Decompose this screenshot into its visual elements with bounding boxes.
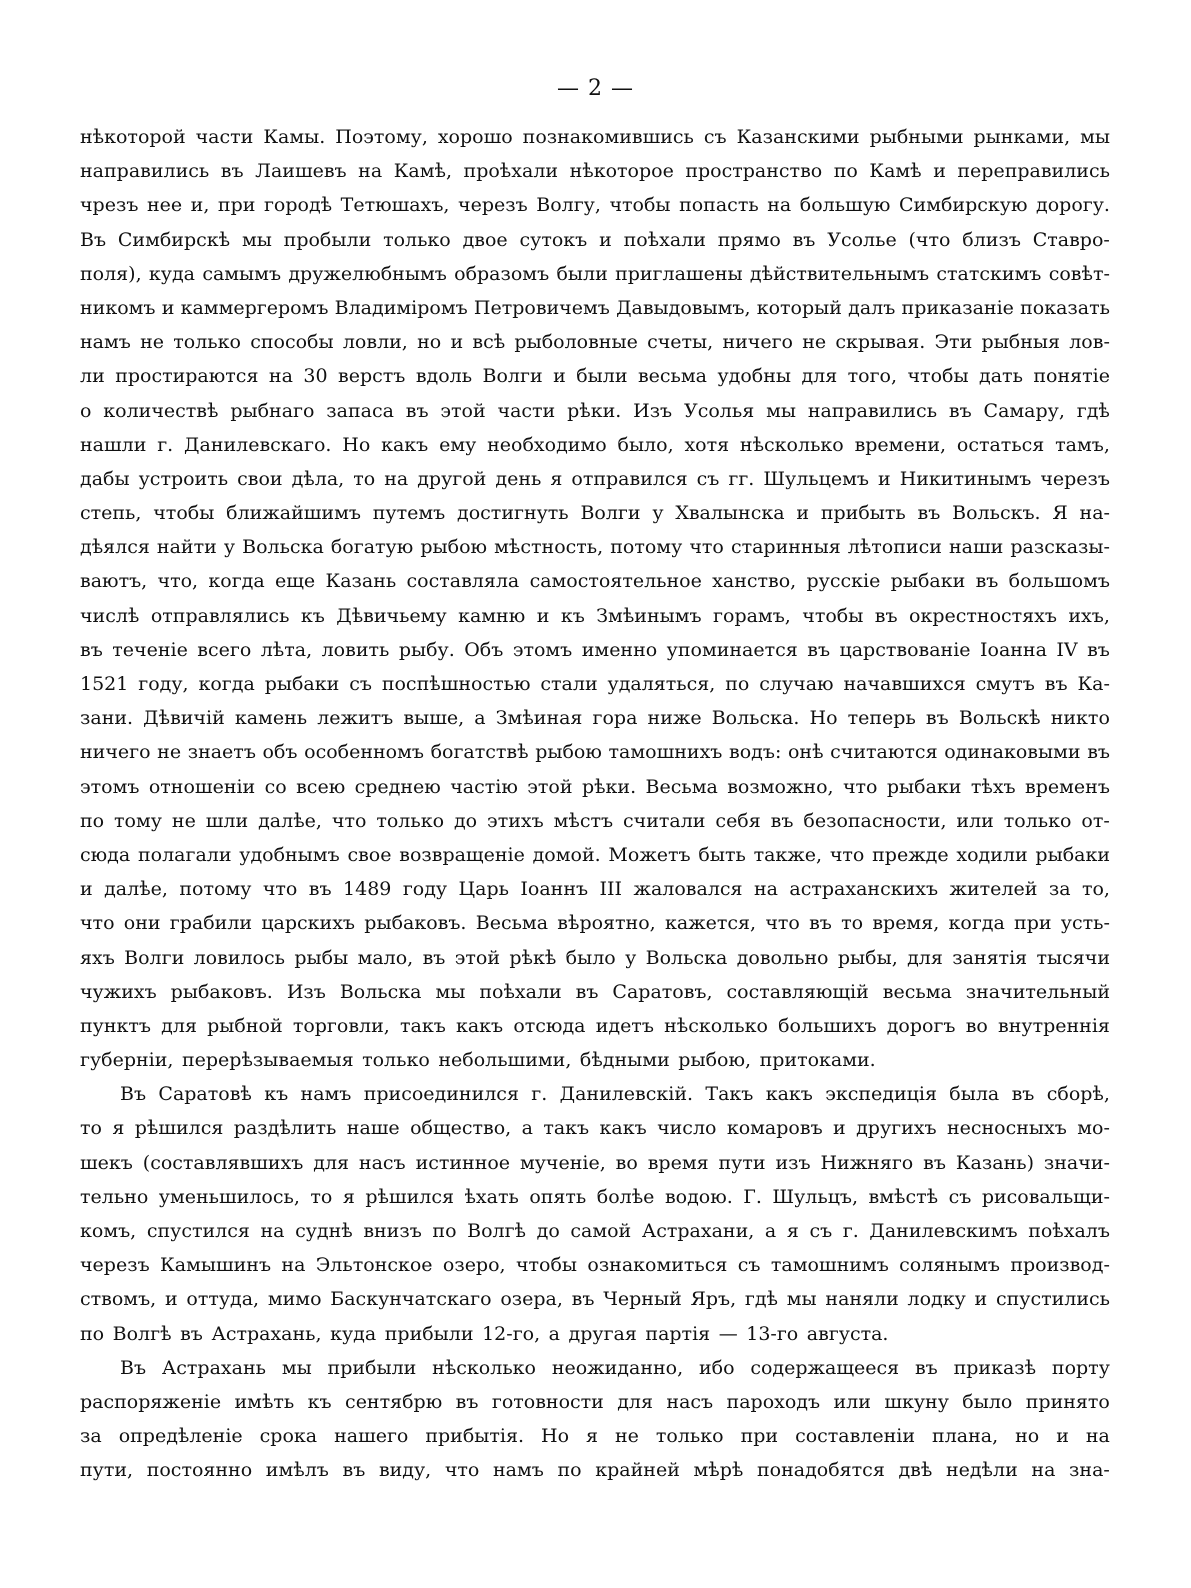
text-line: дѣялся найти у Вольска богатую рыбою мѣстность, потому что старинныя лѣтописи наши разсказы- bbox=[80, 536, 1110, 559]
text-line: что они грабили царскихъ рыбаковъ. Весьма вѣроятно, кажется, что въ то время, когда при усть- bbox=[80, 912, 1110, 935]
text-line: степь, чтобы ближайшимъ путемъ достигнуть Волги у Хвалынска и прибыть въ Вольскъ. Я на- bbox=[80, 502, 1110, 525]
text-line: по Волгѣ въ Астрахань, куда прибыли 12-го, а другая партія — 13-го августа. bbox=[80, 1322, 889, 1345]
text-line: поля), куда самымъ дружелюбнымъ образомъ были приглашены дѣйствительнымъ статскимъ совѣт- bbox=[80, 262, 1110, 285]
text-line: пунктъ для рыбной торговли, такъ какъ отсюда идетъ нѣсколько большихъ дорогъ во внутреннія bbox=[80, 1014, 1110, 1037]
text-line: губерніи, перерѣзываемыя только небольшими, бѣдными рыбою, притоками. bbox=[80, 1049, 876, 1072]
text-line: ваютъ, что, когда еще Казань составляла самостоятельное ханство, русскіе рыбаки въ большомъ bbox=[80, 570, 1110, 593]
text-line: ничего не знаетъ объ особенномъ богатствѣ рыбою тамошнихъ водъ: онѣ считаются одинаковыми въ bbox=[80, 741, 1110, 764]
text-line: направились въ Лаишевъ на Камѣ, проѣхали нѣкоторое пространство по Камѣ и переправились bbox=[80, 160, 1110, 183]
text-line: шекъ (составлявшихъ для насъ истинное мученіе, во время пути изъ Нижняго въ Казань) значи- bbox=[80, 1151, 1110, 1174]
text-line: числѣ отправлялись къ Дѣвичьему камню и къ Змѣинымъ горамъ, чтобы въ окрестностяхъ ихъ, bbox=[80, 604, 1110, 627]
text-line: и далѣе, потому что въ 1489 году Царь Іоаннъ III жаловался на астраханскихъ жителей за то, bbox=[80, 878, 1110, 901]
text-line: Въ Симбирскѣ мы пробыли только двое сутокъ и поѣхали прямо въ Усолье (что близъ Ставро- bbox=[80, 228, 1110, 251]
text-line: яхъ Волги ловилось рыбы мало, въ этой рѣкѣ было у Вольска довольно рыбы, для занятія тысячи bbox=[80, 946, 1110, 969]
text-line: пути, постоянно имѣлъ въ виду, что намъ по крайней мѣрѣ понадобятся двѣ недѣли на зна- bbox=[80, 1459, 1110, 1482]
paragraph bbox=[80, 1351, 1110, 1488]
paragraph bbox=[80, 120, 1110, 1077]
text-line: нашли г. Данилевскаго. Но какъ ему необходимо было, хотя нѣсколько времени, остаться тамъ, bbox=[80, 433, 1110, 456]
text-line: ли простираются на 30 верстъ вдоль Волги и были весьма удобны для того, чтобы дать понятіе bbox=[80, 365, 1110, 388]
text-line: распоряженіе имѣть къ сентябрю въ готовности для насъ пароходъ или шкуну было принято bbox=[80, 1390, 1110, 1413]
page-number: — 2 — bbox=[557, 76, 634, 101]
text-line: тельно уменьшилось, то я рѣшился ѣхать опять болѣе водою. Г. Шульцъ, вмѣстѣ съ рисовальщи- bbox=[80, 1185, 1110, 1208]
paragraph bbox=[80, 1077, 1110, 1351]
text-line: комъ, спустился на суднѣ внизъ по Волгѣ до самой Астрахани, а я съ г. Данилевскимъ поѣхалъ bbox=[80, 1220, 1110, 1242]
text-line: сюда полагали удобнымъ свое возвращеніе домой. Можетъ быть также, что прежде ходили рыбаки bbox=[80, 843, 1110, 866]
text-line: о количествѣ рыбнаго запаса въ этой части рѣки. Изъ Усолья мы направились въ Самару, гдѣ bbox=[80, 399, 1110, 422]
text-line: то я рѣшился раздѣлить наше общество, а такъ какъ число комаровъ и другихъ несносныхъ мо- bbox=[80, 1117, 1110, 1140]
text-line: черезъ Камышинъ на Эльтонское озеро, чтобы ознакомиться съ тамошнимъ солянымъ производ- bbox=[80, 1254, 1110, 1277]
text-line: Въ Астрахань мы прибыли нѣсколько неожиданно, ибо содержащееся въ приказѣ порту bbox=[120, 1356, 1110, 1379]
text-line: этомъ отношеніи со всею среднею частію этой рѣки. Весьма возможно, что рыбаки тѣхъ временъ bbox=[80, 775, 1110, 798]
text-line: чужихъ рыбаковъ. Изъ Вольска мы поѣхали въ Саратовъ, составляющій весьма значительный bbox=[80, 980, 1110, 1003]
text-line: чрезъ нее и, при городѣ Тетюшахъ, черезъ Волгу, чтобы попасть на большую Симбирскую дорогу. bbox=[80, 194, 1110, 217]
text-line: за опредѣленіе срока нашего прибытія. Но я не только при составленіи плана, но и на bbox=[80, 1425, 1110, 1448]
text-line: зани. Дѣвичій камень лежитъ выше, а Змѣиная гора ниже Вольска. Но теперь въ Вольскѣ никто bbox=[80, 707, 1110, 730]
text-line: никомъ и каммергеромъ Владиміромъ Петровичемъ Давыдовымъ, который далъ приказаніе показать bbox=[80, 296, 1110, 319]
text-line: по тому не шли далѣе, что только до этихъ мѣстъ считали себя въ безопасности, или только от- bbox=[80, 809, 1110, 832]
text-line: въ теченіе всего лѣта, ловить рыбу. Объ этомъ именно упоминается въ царствованіе Іоанна IV въ bbox=[80, 638, 1110, 661]
text-line: нѣкоторой части Камы. Поэтому, хорошо познакомившись съ Казанскими рыбными рынками, мы bbox=[80, 126, 1110, 148]
text-line: дабы устроить свои дѣла, то на другой день я отправился съ гг. Шульцемъ и Никитинымъ черезъ bbox=[80, 467, 1110, 490]
body-text bbox=[80, 120, 1110, 1488]
text-line: намъ не только способы ловли, но и всѣ рыболовные счеты, ничего не скрывая. Эти рыбныя лов- bbox=[80, 331, 1110, 354]
text-line: ствомъ, и оттуда, мимо Баскунчатскаго озера, въ Черный Яръ, гдѣ мы наняли лодку и спустились bbox=[80, 1288, 1110, 1311]
text-line: 1521 году, когда рыбаки съ поспѣшностью стали удаляться, по случаю начавшихся смутъ въ Ка- bbox=[80, 673, 1110, 695]
text-line: Въ Саратовѣ къ намъ присоединился г. Данилевскій. Такъ какъ экспедиція была въ сборѣ, bbox=[120, 1083, 1110, 1106]
